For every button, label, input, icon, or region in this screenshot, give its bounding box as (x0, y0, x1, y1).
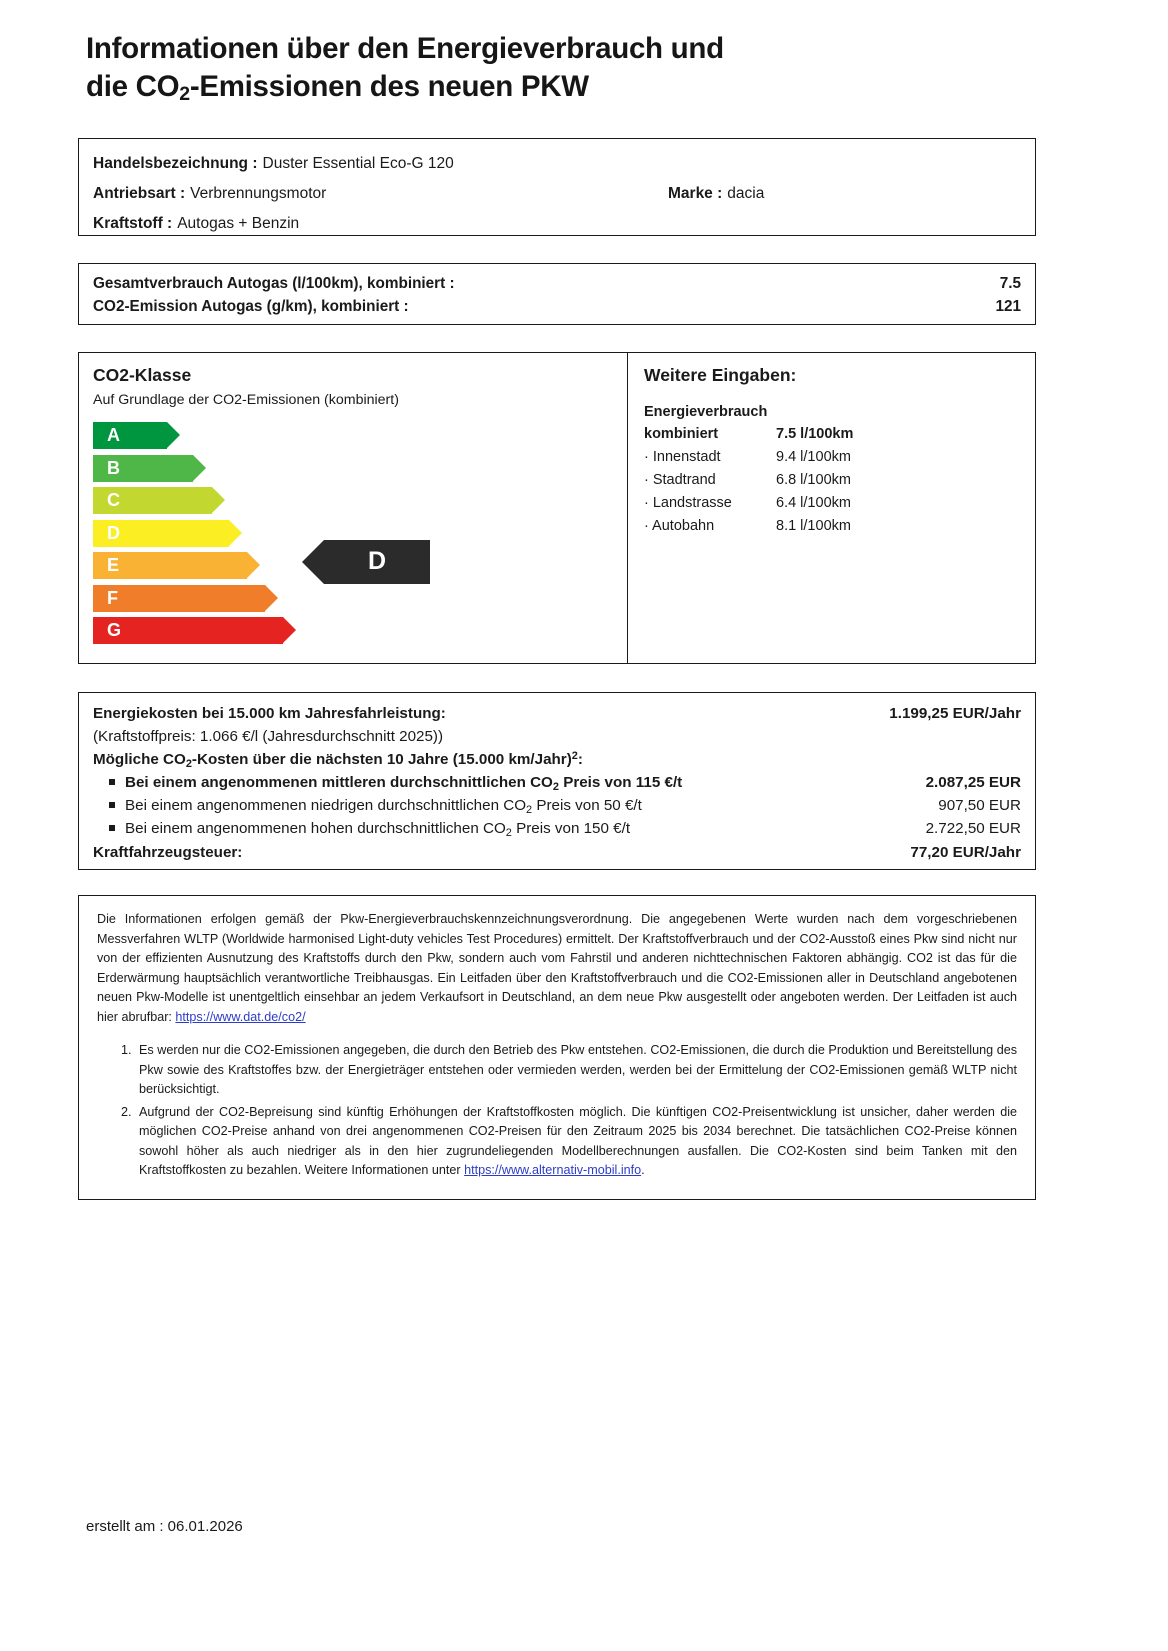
consumption-summary-box (78, 263, 1036, 325)
co2-class-bar-letter: F (107, 587, 118, 608)
cost-box (78, 692, 1036, 870)
co2-cost-bullet-sub: 2 (505, 827, 512, 840)
co2-cost-bullet-value: 907,50 EUR (938, 797, 1021, 815)
co2-cost-bullet-sub: 2 (552, 781, 559, 794)
legal-footnote-text: Aufgrund der CO2-Bepreisung sind künftig Erhöhungen der Kraftstoffkosten möglich. Die künftigen CO2-Preisentwicklung ist unsicher, daher werden die möglichen CO2-Preise anhand von drei angenommenen CO2-Preisen für den Zeitraum 2025 bis 2034 berechnet. Die tatsächlichen CO2-Preise können sowohl höher als auch niedriger als in den hier zugrundeliegenden Modellberechnungen ausfallen. Die CO2-Kosten sind beim Tanken mit den Kraftstoffkosten zu bezahlen. Weitere Informationen unter (139, 1104, 1017, 1178)
vehicle-info-box (78, 138, 1036, 236)
co2-cost-bullet-text (93, 794, 642, 817)
tax-row (93, 841, 1021, 864)
co2-cost-bullet-sub: 2 (526, 804, 533, 817)
co2-cost-bullet-label (125, 817, 630, 840)
energieverbrauch-row-key: · Autobahn (644, 517, 715, 534)
vehicle-row-kraftstoff (93, 209, 1021, 239)
co2-cost-heading (93, 748, 583, 771)
co2-class-bar-d (93, 520, 229, 547)
co2-cost-bullet-pre: Bei einem angenommenen hohen durchschnittlichen CO (125, 820, 506, 838)
co2-class-bar-letter: B (107, 457, 120, 478)
co2-cost-heading-sub: 2 (185, 758, 192, 771)
legal-footnote-list (97, 1041, 1017, 1181)
co2-class-scale-panel (79, 353, 627, 663)
page-title-line2-post: -Emissionen des neuen PKW (189, 70, 589, 104)
page-title-line1: Informationen über den Energieverbrauch und (86, 32, 724, 65)
legal-footnote-item (135, 1103, 1017, 1181)
co2-cost-bullet-value: 2.722,50 EUR (925, 820, 1021, 838)
co2-class-bar-letter: A (107, 425, 120, 445)
co2-class-bar-a (93, 422, 167, 449)
co2-cost-bullet-pre: Bei einem angenommenen mittleren durchschnittlichen CO (125, 774, 553, 792)
handelsbezeichnung-value: Duster Essential Eco-G 120 (262, 155, 454, 173)
weitere-eingaben-panel (627, 353, 1035, 663)
co2-class-box (78, 352, 1036, 664)
energieverbrauch-row (644, 515, 1035, 538)
energieverbrauch-row-value: 8.1 l/100km (776, 517, 851, 534)
co2-class-title: CO2-Klasse (93, 365, 192, 385)
co2-cost-bullet-pre: Bei einem angenommenen niedrigen durchschnittlichen CO (125, 797, 527, 815)
kraftstoff-label: Kraftstoff : (93, 215, 173, 233)
created-date: erstellt am : 06.01.2026 (86, 1518, 243, 1535)
antriebsart-label: Antriebsart : (93, 185, 186, 203)
energieverbrauch-row (644, 446, 1035, 469)
bullet-icon (109, 779, 115, 785)
co2-cost-bullet-value: 2.087,25 EUR (925, 774, 1021, 792)
energieverbrauch-row-value: 9.4 l/100km (776, 448, 851, 465)
co2-cost-bullet-row (93, 794, 1021, 817)
co2-class-bar-list (93, 422, 627, 644)
co2-cost-heading-post: -Kosten über die nächsten 10 Jahre (15.000 km/Jahr) (191, 751, 572, 769)
consumption-value: 121 (995, 297, 1021, 315)
page-title-line2-sub: 2 (179, 83, 190, 106)
co2-class-bar-f (93, 585, 265, 612)
co2-class-bar-b (93, 455, 193, 482)
energieverbrauch-row (644, 469, 1035, 492)
vehicle-row-antriebsart (93, 179, 1021, 209)
kraftstoff-value: Autogas + Benzin (177, 215, 300, 233)
marke-label: Marke : (668, 185, 723, 203)
energieverbrauch-row-value: 7.5 l/100km (776, 426, 854, 442)
legal-paragraph (97, 910, 1017, 1027)
energy-cost-row (93, 702, 1021, 725)
co2-cost-bullet-post: Preis von 150 €/t (511, 820, 631, 838)
co2-class-selected-marker (324, 540, 430, 584)
handelsbezeichnung-label: Handelsbezeichnung : (93, 155, 258, 173)
antriebsart-value: Verbrennungsmotor (190, 185, 327, 203)
fuel-price-note-row (93, 725, 1021, 748)
vehicle-row-handelsbezeichnung (93, 149, 1021, 179)
co2-cost-heading-row (93, 748, 1021, 771)
co2-class-bar-g (93, 617, 283, 644)
consumption-row (93, 272, 1021, 295)
energy-cost-label: Energiekosten bei 15.000 km Jahresfahrleistung: (93, 705, 446, 722)
energieverbrauch-row-key: · Landstrasse (644, 494, 732, 511)
page-title (86, 30, 1016, 107)
energy-cost-value: 1.199,25 EUR/Jahr (889, 705, 1021, 722)
co2-cost-heading-sup: 2 (571, 750, 578, 763)
bullet-icon (109, 802, 115, 808)
energieverbrauch-heading: Energieverbrauch (644, 404, 768, 420)
co2-cost-bullet-row (93, 771, 1021, 794)
consumption-value: 7.5 (999, 274, 1021, 292)
legal-disclaimer-box (78, 895, 1036, 1200)
energieverbrauch-row-list (644, 423, 1035, 538)
co2-class-bar-letter: G (107, 620, 122, 640)
energieverbrauch-row-key: kombiniert (644, 426, 719, 442)
energieverbrauch-row-value: 6.4 l/100km (776, 494, 851, 511)
consumption-label: CO2-Emission Autogas (g/km), kombiniert : (93, 297, 409, 315)
energieverbrauch-row-key: · Stadtrand (644, 471, 716, 488)
consumption-row (93, 295, 1021, 318)
legal-footnote-item: 1. Es werden nur die CO2-Emissionen angegeben, die durch den Betrieb des Pkw entstehen. CO2-Emissionen, die durch die Produktion und Bereitstellung des Pkw sowie des Kraftstoffes bzw. der Energieträger entstehen oder vermieden werden, werden bei der Ermittelung der CO2-Emissionen gemäß WLTP nicht berücksichtigt. (135, 1041, 1017, 1100)
energieverbrauch-row-key: · Innenstadt (644, 448, 721, 465)
page-title-line2-pre: die CO (86, 70, 180, 104)
fuel-price-note: (Kraftstoffpreis: 1.066 €/l (Jahresdurchschnitt 2025)) (93, 728, 444, 746)
co2-cost-bullet-label (125, 771, 682, 794)
co2-cost-heading-end: : (577, 751, 583, 769)
weitere-eingaben-title: Weitere Eingaben: (644, 365, 797, 385)
co2-cost-bullet-text (93, 771, 682, 794)
co2-cost-bullet-list (93, 771, 1021, 840)
consumption-label: Gesamtverbrauch Autogas (l/100km), kombiniert : (93, 274, 455, 292)
legal-paragraph-text: Die Informationen erfolgen gemäß der Pkw-Energieverbrauchskennzeichnungsverordnung. Die angegebenen Werte wurden nach dem vorgeschriebenen Messverfahren WLTP (Worldwide harmonised Light-duty vehicles Test Procedures) ermittelt. Der Kraftstoffverbrauch und der CO2-Ausstoß eines Pkw sind nicht nur von der effizienten Ausnutzung des Kraftstoffs durch den Pkw, sondern auch vom Fahrstil und anderen nichttechnischen Faktoren abhängig. CO2 ist das für die Erderwärmung hauptsächlich verantwortliche Treibhausgas. Ein Leitfaden über den Kraftstoffverbrauch und die CO2-Emissionen aller in Deutschland angebotenen neuen Pkw-Modelle ist unentgeltlich einsehbar an jedem Verkaufsort in Deutschland, an dem neue Pkw ausgestellt oder angeboten werden. Der Leitfaden ist auch hier abrufbar: (97, 912, 1017, 1024)
co2-class-subtitle: Auf Grundlage der CO2-Emissionen (kombiniert) (93, 392, 399, 408)
energieverbrauch-row (644, 492, 1035, 515)
tax-label: Kraftfahrzeugsteuer: (93, 843, 243, 861)
bullet-icon (109, 825, 115, 831)
energieverbrauch-row (644, 423, 1035, 446)
energieverbrauch-row-value: 6.8 l/100km (776, 471, 851, 488)
alternativ-mobil-link[interactable]: https://www.alternativ-mobil.info (464, 1163, 642, 1178)
legal-footnote-end: . (641, 1163, 645, 1178)
co2-class-bar-letter: C (107, 490, 120, 510)
co2-class-bar-e (93, 552, 247, 579)
co2-class-bar-letter: E (107, 555, 120, 575)
co2-cost-bullet-post: Preis von 50 €/t (532, 797, 642, 815)
tax-value: 77,20 EUR/Jahr (910, 843, 1021, 861)
co2-cost-bullet-post: Preis von 115 €/t (558, 774, 683, 792)
co2-class-selected-letter: D (367, 547, 387, 575)
marke-value: dacia (727, 185, 765, 203)
dat-co2-link[interactable]: https://www.dat.de/co2/ (175, 1009, 306, 1024)
vehicle-marke (668, 179, 764, 209)
co2-cost-bullet-label (125, 794, 642, 817)
co2-class-bar-c (93, 487, 212, 514)
co2-cost-bullet-row (93, 817, 1021, 840)
co2-cost-heading-pre: Mögliche CO (93, 751, 186, 769)
page-title-line2 (86, 68, 1016, 106)
co2-class-bar-letter: D (107, 522, 120, 543)
co2-cost-bullet-text (93, 817, 630, 840)
